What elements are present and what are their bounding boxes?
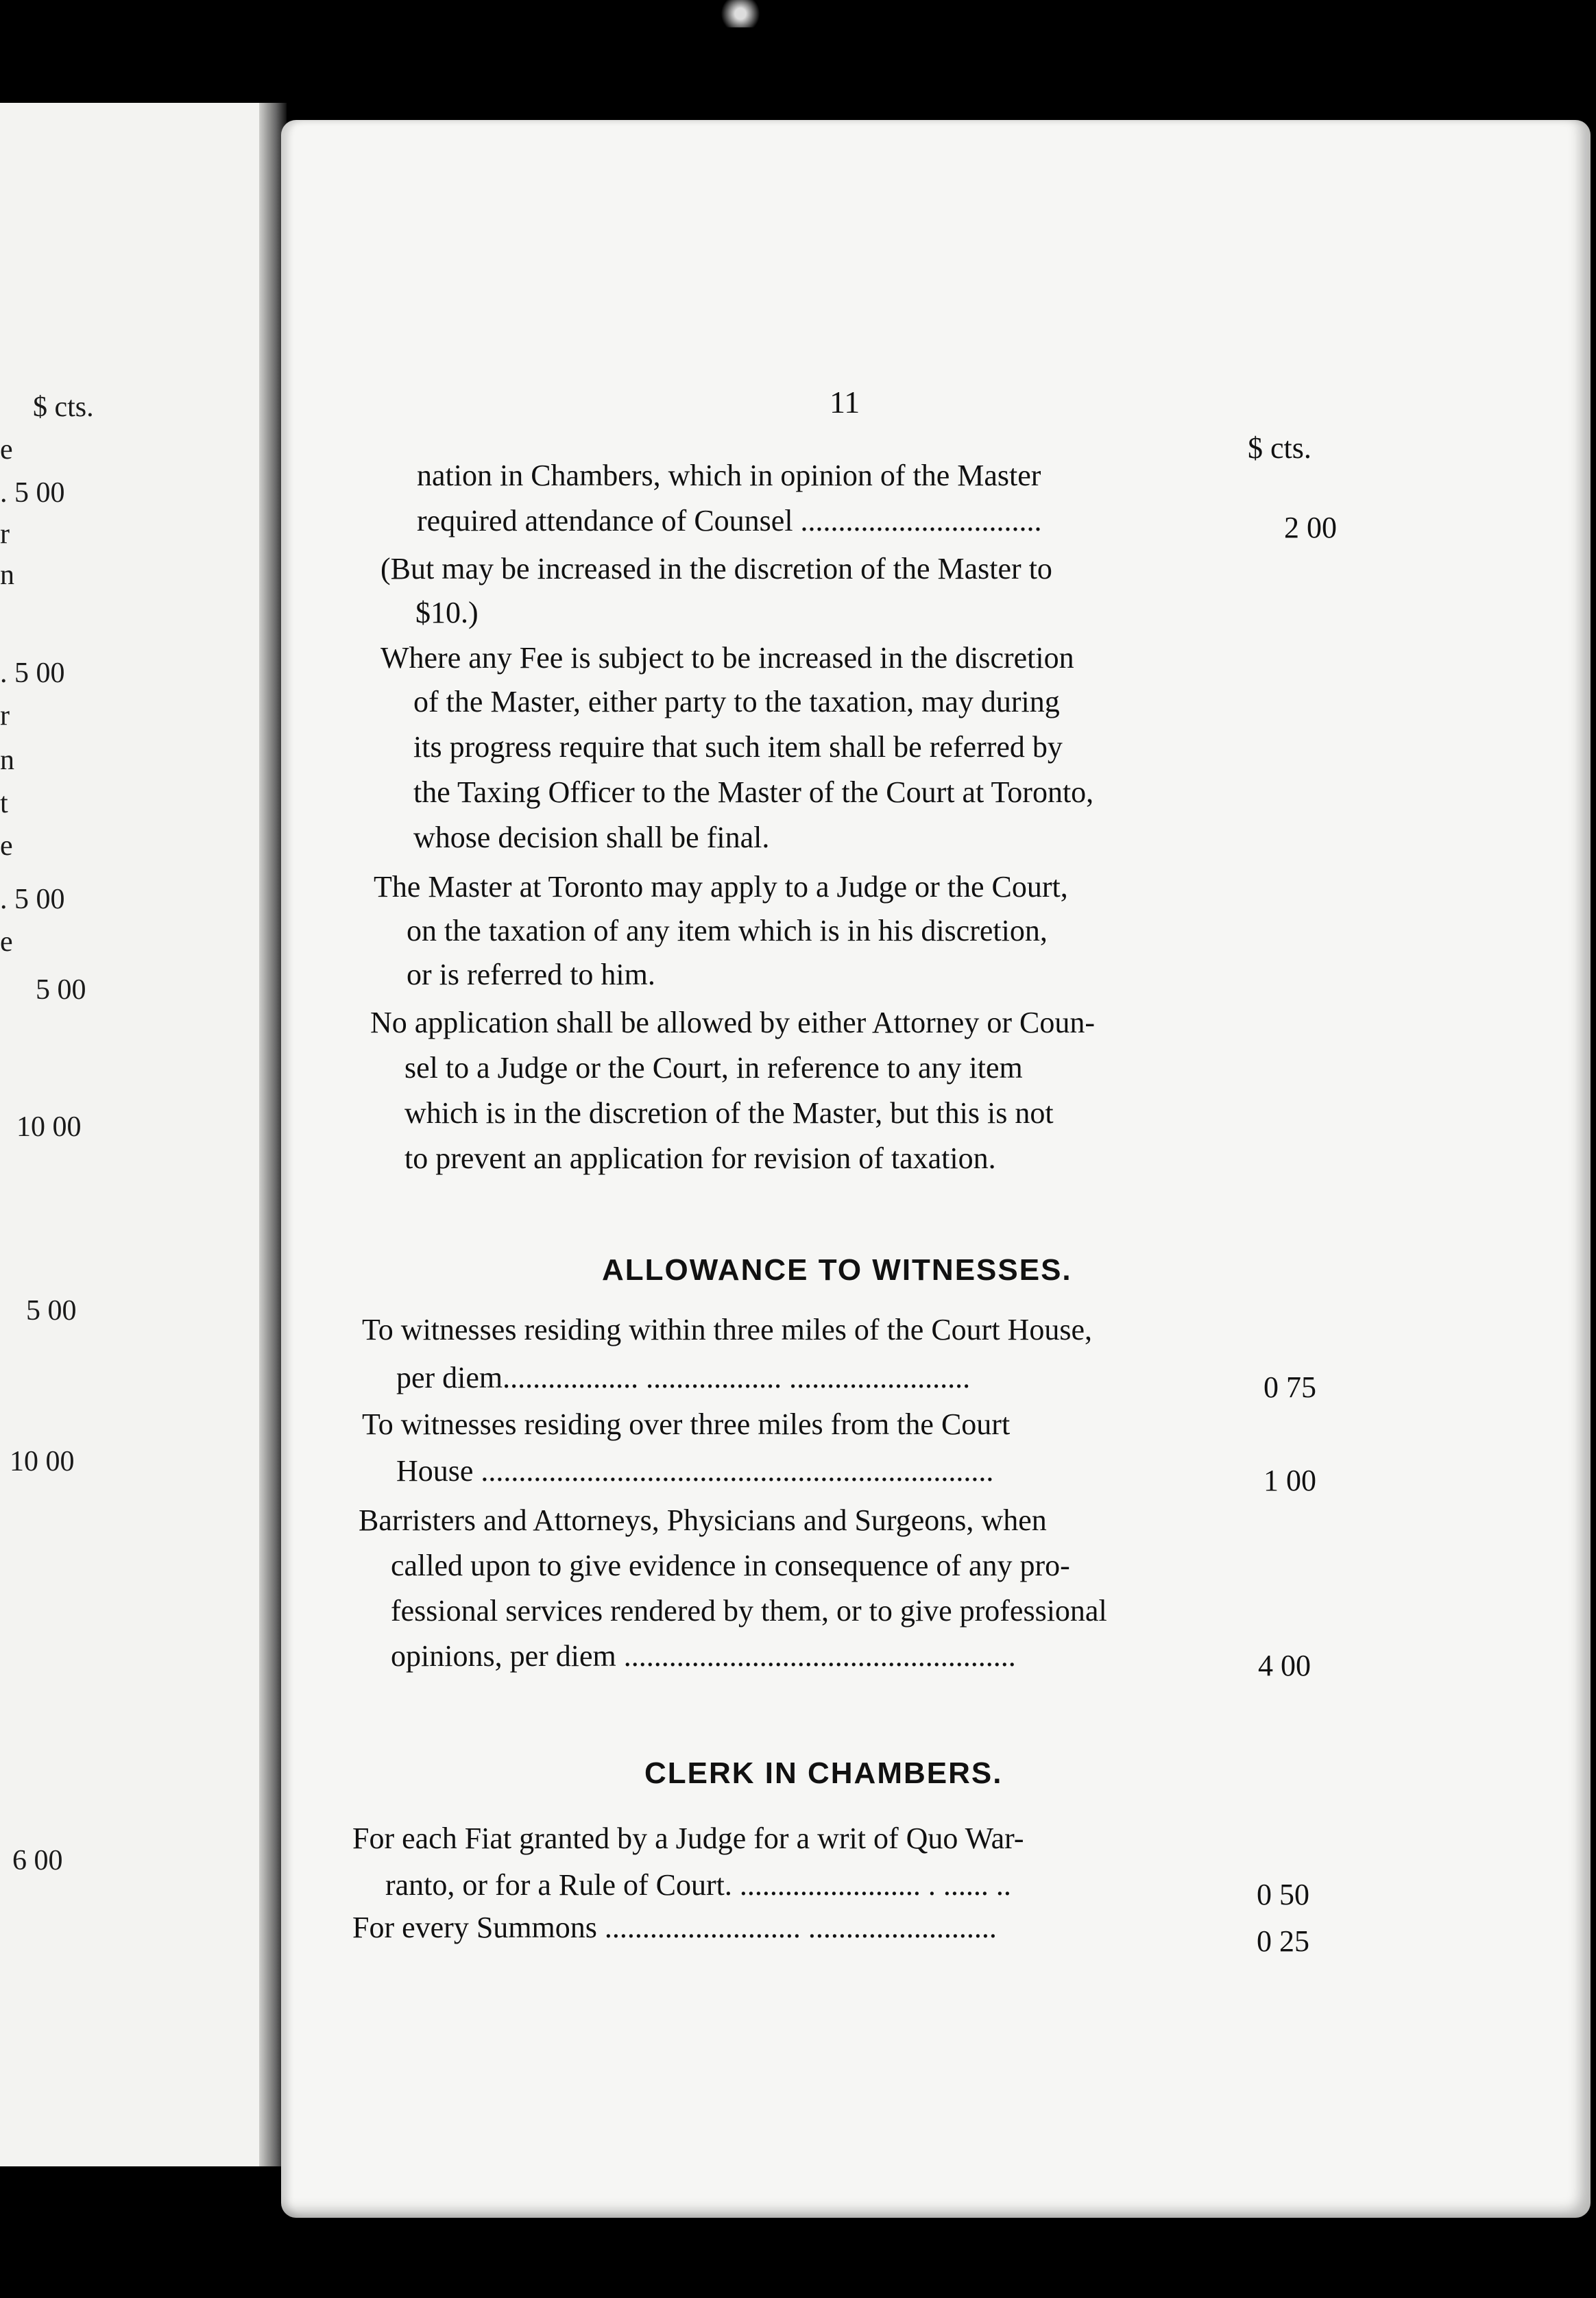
text-line: which is in the discretion of the Master, but this is not: [404, 1096, 1054, 1130]
left-page: [0, 103, 278, 2166]
text-line: to prevent an application for revision of taxation.: [404, 1141, 996, 1175]
left-fragment: . 5 00: [0, 884, 65, 915]
left-fragment: 5 00: [26, 1295, 77, 1327]
text-line: $10.): [415, 596, 479, 629]
text-line: per diem.................. .................. ........................: [396, 1361, 971, 1394]
left-fragment: t: [0, 788, 8, 819]
text-line: The Master at Toronto may apply to a Judge or the Court,: [374, 870, 1068, 904]
left-fragment: n: [0, 559, 14, 591]
text-line: House ....................................................................: [396, 1454, 994, 1488]
text-line: of the Master, either party to the taxation, may during: [413, 685, 1060, 718]
left-fragment: . 5 00: [0, 477, 65, 509]
text-line: whose decision shall be final.: [413, 821, 770, 854]
text-line: To witnesses residing within three miles of the Court House,: [362, 1313, 1092, 1346]
left-fragment: e: [0, 434, 13, 465]
scan-artifact: [716, 0, 764, 27]
section-heading-clerk: CLERK IN CHAMBERS.: [644, 1756, 1003, 1790]
text-line: its progress require that such item shall be referred by: [413, 730, 1063, 764]
text-line: sel to a Judge or the Court, in reference to any item: [404, 1051, 1023, 1085]
text-line: ranto, or for a Rule of Court. ........................ . ...... ..: [385, 1868, 1011, 1902]
text-line: nation in Chambers, which in opinion of the Master: [417, 459, 1041, 492]
text-line: the Taxing Officer to the Master of the Court at Toronto,: [413, 775, 1094, 809]
left-fragment: 10 00: [16, 1111, 82, 1143]
fee-amount: 1 00: [1264, 1464, 1316, 1497]
left-column-header: $ cts.: [33, 391, 94, 423]
left-fragment: n: [0, 745, 14, 776]
left-fragment: 5 00: [36, 974, 86, 1006]
fee-amount: 0 50: [1257, 1878, 1309, 1911]
text-line: Where any Fee is subject to be increased in the discretion: [380, 641, 1074, 675]
left-fragment: e: [0, 926, 13, 958]
text-line: To witnesses residing over three miles from the Court: [362, 1407, 1011, 1441]
left-fragment: 10 00: [10, 1446, 75, 1477]
text-line: or is referred to him.: [407, 958, 655, 991]
text-line: For each Fiat granted by a Judge for a writ of Quo War-: [352, 1822, 1024, 1855]
text-line: on the taxation of any item which is in his discretion,: [407, 914, 1048, 947]
fee-amount: 0 75: [1264, 1370, 1316, 1404]
fee-amount: 4 00: [1258, 1649, 1311, 1682]
page-number: 11: [830, 385, 860, 420]
text-line: (But may be increased in the discretion of the Master to: [380, 552, 1052, 585]
fee-amount: 0 25: [1257, 1924, 1309, 1958]
left-fragment: r: [0, 518, 10, 550]
text-line: For every Summons .......................... .........................: [352, 1911, 997, 1944]
text-line: fessional services rendered by them, or to give professional: [391, 1594, 1107, 1628]
left-fragment: . 5 00: [0, 657, 65, 689]
left-fragment: e: [0, 830, 13, 862]
text-line: Barristers and Attorneys, Physicians and Surgeons, when: [359, 1503, 1047, 1537]
text-line: called upon to give evidence in consequence of any pro-: [391, 1549, 1070, 1582]
left-fragment: r: [0, 700, 10, 731]
fee-amount: 2 00: [1284, 511, 1337, 544]
left-fragment: 6 00: [12, 1845, 63, 1876]
text-line: opinions, per diem ....................................................: [391, 1639, 1016, 1673]
text-line: required attendance of Counsel ................................: [417, 504, 1042, 537]
section-heading-witnesses: ALLOWANCE TO WITNESSES.: [602, 1253, 1072, 1287]
text-line: No application shall be allowed by either Attorney or Coun-: [370, 1006, 1095, 1039]
column-header: $ cts.: [1248, 431, 1311, 465]
